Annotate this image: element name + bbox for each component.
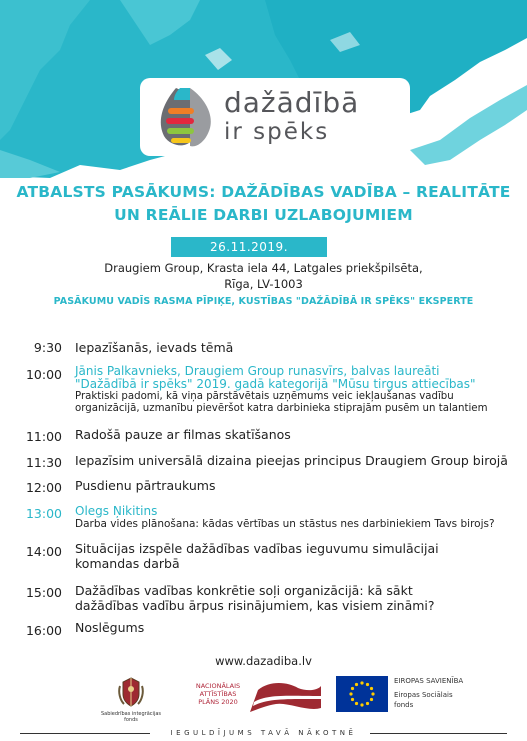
event-address bbox=[0, 260, 527, 292]
agenda-time: 10:00 bbox=[25, 367, 62, 382]
nap-line-2: ATTĪSTĪBAS bbox=[199, 690, 237, 698]
agenda-time: 11:00 bbox=[25, 429, 62, 444]
nap-2020-logo bbox=[188, 676, 323, 716]
eu-text bbox=[394, 676, 463, 710]
footer-slogan: IEGULDĪJUMS TAVĀ NĀKOTNĒ bbox=[170, 729, 357, 737]
event-date: 26.11.2019. bbox=[171, 237, 327, 257]
agenda-time: 15:00 bbox=[25, 585, 62, 600]
agenda-text-line-1: Situācijas izspēle dažādības vadības ieguvumu simulācijai bbox=[75, 541, 439, 556]
agenda-speaker-line-2: "Dažādībā ir spēks" 2019. gadā kategorijā "Mūsu tirgus attiecības" bbox=[75, 377, 476, 391]
sif-name: Sabiedrības integrācijas fonds bbox=[100, 711, 161, 723]
agenda-desc-line-1: Praktiski padomi, kā viņa pārstāvētais uzņēmums veic iekļaušanas vadību bbox=[75, 391, 454, 402]
agenda-speaker: Olegs Ņikitins bbox=[75, 504, 158, 518]
agenda-speaker-line-1: Jānis Palkavnieks, Draugiem Group runasvīrs, balvas laureāti bbox=[75, 364, 440, 378]
sif-logo bbox=[96, 676, 166, 723]
eu-logo bbox=[336, 676, 496, 716]
agenda-text: Pusdienu pārtraukums bbox=[75, 478, 216, 493]
event-title-line-2: UN REĀLIE DARBI UZLABOJUMIEM bbox=[114, 206, 413, 224]
agenda-text: Radošā pauze ar filmas skatīšanos bbox=[75, 427, 291, 442]
eu-line-1: EIROPAS SAVIENĪBA bbox=[394, 677, 464, 685]
nap-line-3: PLĀNS 2020 bbox=[198, 698, 238, 706]
agenda-text-line-1: Dažādības vadības konkrētie soļi organizācijā: kā sākt bbox=[75, 583, 413, 598]
dazadiba-logo bbox=[150, 82, 400, 152]
website-link[interactable]: www.dazadiba.lv bbox=[215, 654, 312, 668]
agenda-time: 12:00 bbox=[25, 480, 62, 495]
nap-line-1: NACIONĀLAIS bbox=[195, 682, 241, 690]
address-line-2: Rīga, LV-1003 bbox=[224, 277, 303, 291]
agenda-desc-line-2: organizācijā, uzmanību pievēršot katra darbinieka stiprajām pusēm un talantiem bbox=[75, 403, 488, 414]
eu-line-3: fonds bbox=[394, 701, 414, 709]
agenda-time: 14:00 bbox=[25, 544, 62, 559]
coat-of-arms-icon bbox=[118, 676, 144, 708]
agenda-text-line-2: dažādības vadību ārpus risinājumiem, kas visiem zināmi? bbox=[75, 598, 435, 613]
agenda-text-line-2: komandas darbā bbox=[75, 556, 180, 571]
logo-mark-icon bbox=[150, 82, 218, 152]
agenda-time: 9:30 bbox=[33, 340, 62, 355]
agenda-time: 16:00 bbox=[25, 623, 62, 638]
agenda-text: Iepazīšanās, ievads tēmā bbox=[75, 340, 234, 355]
event-title-line-1: ATBALSTS PASĀKUMS: DAŽĀDĪBAS VADĪBA – REALITĀTE bbox=[16, 183, 511, 201]
agenda-time: 11:30 bbox=[25, 455, 62, 470]
agenda-text: Iepazīsim universālā dizaina pieejas principus Draugiem Group birojā bbox=[75, 453, 508, 468]
agenda-text: Noslēgums bbox=[75, 620, 145, 635]
address-line-1: Draugiem Group, Krasta iela 44, Latgales priekšpilsēta, bbox=[104, 261, 423, 275]
funder-logos bbox=[0, 670, 527, 723]
eu-line-2: Eiropas Sociālais bbox=[394, 691, 453, 699]
logo-line-2: ir spēks bbox=[224, 119, 330, 145]
event-title bbox=[0, 181, 527, 227]
logo-line-1: dažādībā bbox=[224, 86, 360, 119]
eu-flag-icon bbox=[336, 676, 388, 712]
nap-flag-icon bbox=[248, 678, 323, 714]
agenda-time: 13:00 bbox=[25, 506, 62, 521]
logo-text bbox=[224, 88, 359, 145]
event-host: PASĀKUMU VADĪS RASMA PĪPIĶE, KUSTĪBAS "DAŽĀDĪBĀ IR SPĒKS" EKSPERTE bbox=[53, 296, 474, 307]
nap-text bbox=[188, 682, 248, 706]
agenda-desc: Darba vides plānošana: kādas vērtības un stāstus nes darbiniekiem Tavs birojs? bbox=[75, 518, 495, 530]
